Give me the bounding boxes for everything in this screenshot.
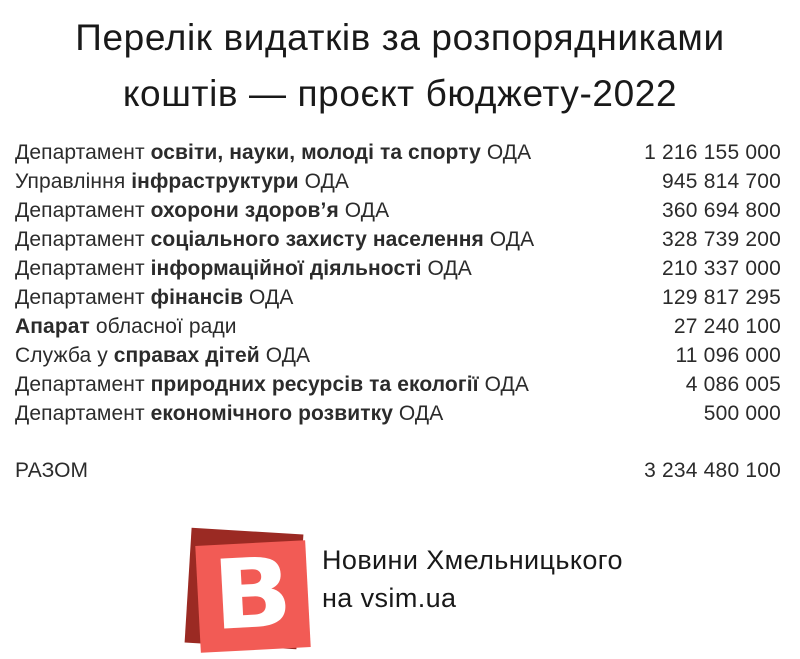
row-value: 360 694 800 xyxy=(662,199,781,222)
row-value: 129 817 295 xyxy=(662,286,781,309)
row-value: 27 240 100 xyxy=(673,315,781,338)
logo-letter: В xyxy=(210,535,296,652)
brand-footer xyxy=(186,528,623,654)
page-title xyxy=(0,0,800,122)
total-row xyxy=(0,456,800,485)
row-label: Апарат обласної ради xyxy=(15,315,237,338)
row-value: 500 000 xyxy=(703,402,781,425)
table-row xyxy=(15,167,781,196)
vsim-logo-icon xyxy=(186,528,312,654)
expense-list xyxy=(0,138,800,428)
table-row xyxy=(15,283,781,312)
row-label: Департамент соціального захисту населення ОДА xyxy=(15,228,535,251)
row-value: 11 096 000 xyxy=(675,344,781,367)
page-title-line-1: Перелік видатків за розпорядниками xyxy=(75,17,725,58)
row-label: Департамент фінансів ОДА xyxy=(15,286,294,309)
table-row xyxy=(15,138,781,167)
table-row xyxy=(15,312,781,341)
table-row xyxy=(15,225,781,254)
row-label: Служба у справах дітей ОДА xyxy=(15,344,311,367)
row-label: Управління інфраструктури ОДА xyxy=(15,170,350,193)
table-row xyxy=(15,254,781,283)
total-label: РАЗОМ xyxy=(15,459,89,482)
row-label: Департамент природних ресурсів та екології ОДА xyxy=(15,373,529,396)
page-title-line-2: коштів — проєкт бюджету-2022 xyxy=(122,73,678,114)
table-row xyxy=(15,341,781,370)
row-label: Департамент інформаційної діяльності ОДА xyxy=(15,257,472,280)
row-value: 210 337 000 xyxy=(662,257,781,280)
table-row xyxy=(15,399,781,428)
total-value: 3 234 480 100 xyxy=(644,459,781,482)
row-label: Департамент економічного розвитку ОДА xyxy=(15,402,444,425)
row-value: 945 814 700 xyxy=(662,170,781,193)
brand-caption-line-2: на vsim.ua xyxy=(322,583,457,613)
row-value: 4 086 005 xyxy=(685,373,781,396)
table-row xyxy=(15,196,781,225)
table-row xyxy=(15,370,781,399)
logo-front-shape xyxy=(195,535,310,653)
row-value: 1 216 155 000 xyxy=(644,141,781,164)
brand-caption xyxy=(322,528,623,617)
row-label: Департамент освіти, науки, молоді та спорту ОДА xyxy=(15,141,532,164)
brand-caption-line-1: Новини Хмельницького xyxy=(322,545,623,575)
row-label: Департамент охорони здоров’я ОДА xyxy=(15,199,390,222)
row-value: 328 739 200 xyxy=(662,228,781,251)
